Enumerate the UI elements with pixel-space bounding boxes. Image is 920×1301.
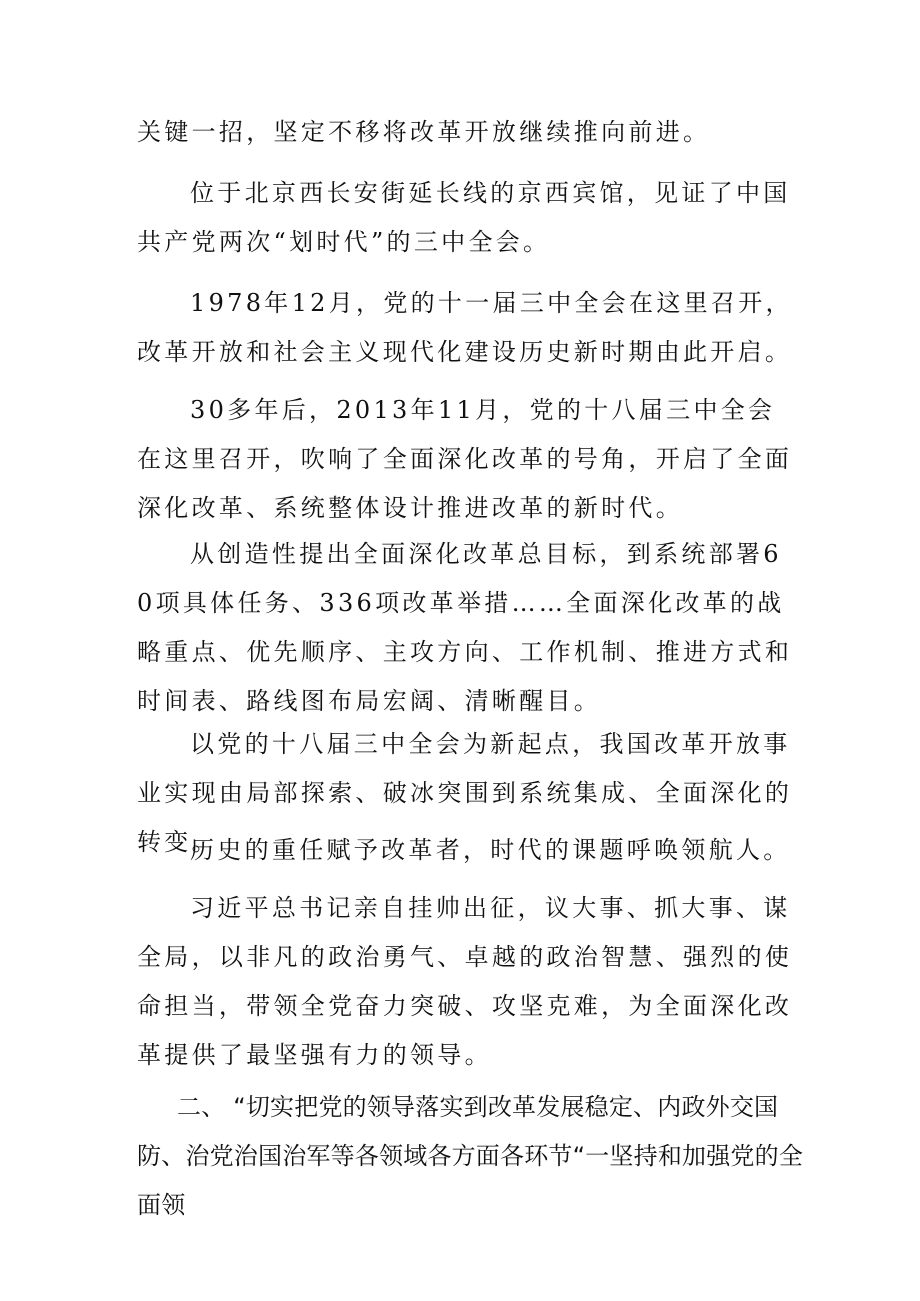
- paragraph-continuation: 关键一招，坚定不移将改革开放继续推向前进。: [137, 118, 711, 146]
- paragraph-history-task: 历史的重任赋予改革者，时代的课题呼唤领航人。: [190, 836, 791, 864]
- section-heading: 二、 “切实把党的领导落实到改革发展稳定、内政外交国防、治党治国治军等各领域各方面各环节“一坚持和加强党的全面领: [137, 1093, 804, 1219]
- paragraph-1978: 1978年12月，党的十一届三中全会在这里召开，改革开放和社会主义现代化建设历史新时期由此开启。: [137, 289, 793, 366]
- paragraph-reform-goals: 从创造性提出全面深化改革总目标，到系统部署60项具体任务、336项改革举措……全面深化改革的战略重点、优先顺序、主攻方向、工作机制、推进方式和时间表、路线图布局宏阔、清晰醒目。: [137, 540, 793, 715]
- paragraph-2013: 30多年后，2013年11月，党的十八届三中全会在这里召开，吹响了全面深化改革的号角，开启了全面深化改革、系统整体设计推进改革的新时代。: [137, 396, 793, 522]
- paragraph-jingxi-hotel: 位于北京西长安街延长线的京西宾馆，见证了中国共产党两次“划时代”的三中全会。: [137, 179, 791, 256]
- paragraph-leadership: 习近平总书记亲自挂帅出征，议大事、抓大事、谋全局，以非凡的政治勇气、卓越的政治智慧、强烈的使命担当，带领全党奋力突破、攻坚克难，为全面深化改革提供了最坚强有力的领导。: [137, 894, 793, 1069]
- paragraph-new-starting-point: 以党的十八届三中全会为新起点，我国改革开放事业实现由局部探索、破冰突围到系统集成、全面深化的转变。: [137, 730, 793, 856]
